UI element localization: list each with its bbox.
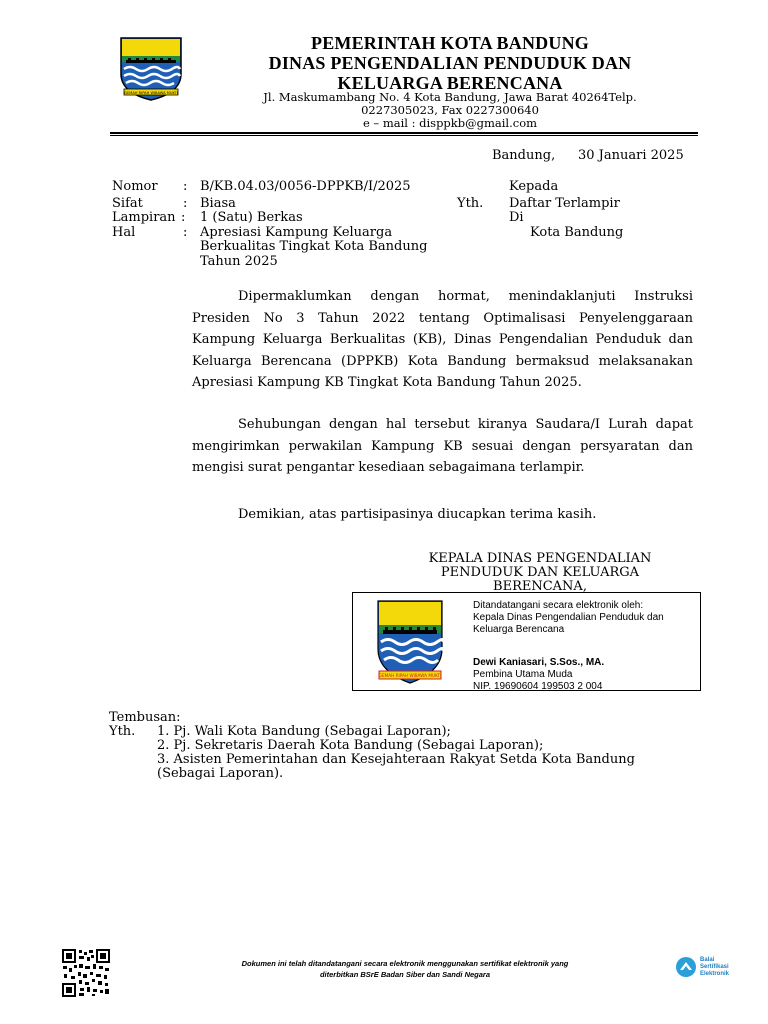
tembusan-label: Tembusan: <box>109 710 181 725</box>
footer-disclaimer-1: Dokumen ini telah ditandatangani secara elektronik menggunakan sertifikat elektronik yang <box>241 959 569 968</box>
signatory-nip: NIP. 19690604 199503 2 004 <box>473 681 603 692</box>
recipient-yth: Yth. <box>457 196 484 211</box>
lampiran-colon: : <box>181 210 186 225</box>
sifat-colon: : <box>183 196 188 211</box>
tembusan-item-2: 2. Pj. Sekretaris Daerah Kota Bandung (Sebagai Laporan); <box>157 738 544 753</box>
recipient-daftar: Daftar Terlampir <box>509 196 620 211</box>
nomor-value: B/KB.04.03/0056-DPPKB/I/2025 <box>200 179 411 194</box>
bsre-label: Balai Sertifikasi Elektronik <box>700 957 730 977</box>
signed-by-line-2: Kepala Dinas Pengendalian Penduduk dan <box>473 612 664 623</box>
tembusan-item-3: 3. Asisten Pemerintahan dan Kesejahteraan Rakyat Setda Kota Bandung <box>157 752 635 767</box>
recipient-kota: Kota Bandung <box>530 225 624 240</box>
agency-title-2: DINAS PENGENDALIAN PENDUDUK DAN <box>268 53 632 73</box>
qr-code <box>62 949 110 997</box>
signed-by-line-1: Ditandatangani secara elektronik oleh: <box>473 600 644 611</box>
tembusan-item-1: 1. Pj. Wali Kota Bandung (Sebagai Laporan); <box>157 724 451 739</box>
sifat-label: Sifat <box>112 196 143 211</box>
header-rule <box>110 132 698 134</box>
header-rule-thin <box>110 135 698 136</box>
hal-line-2: Berkualitas Tingkat Kota Bandung <box>200 239 428 254</box>
nomor-colon: : <box>183 179 188 194</box>
body-paragraph-1: Dipermaklumkan dengan hormat, menindaklanjuti Instruksi Presiden No 3 Tahun 2022 tentang Optimalisasi Penyelenggaraan Kampung Keluarga Berkualitas (KB), Dinas Pengendalian Penduduk dan Keluarga Berencana (DPPKB) Kota Bandung bermaksud melaksanakan Apresiasi Kampung KB Tingkat Kota Bandung Tahun 2025. <box>192 289 693 390</box>
signatory-name: Dewi Kaniasari, S.Sos., MA. <box>473 657 605 668</box>
sifat-value: Biasa <box>200 196 236 211</box>
signed-by-line-3: Keluarga Berencana <box>473 624 565 635</box>
recipient-kepada: Kepada <box>509 179 559 194</box>
svg-text:GEMAH RIPAH WIBAWA MUKTI: GEMAH RIPAH WIBAWA MUKTI <box>124 91 178 95</box>
city-logo <box>118 36 184 102</box>
nomor-label: Nomor <box>112 179 158 194</box>
signatory-title-1: KEPALA DINAS PENGENDALIAN <box>428 551 652 566</box>
hal-colon: : <box>183 225 188 240</box>
agency-title-3: KELUARGA BERENCANA <box>337 73 563 93</box>
bsre-logo-icon <box>675 956 697 978</box>
electronic-signature-box <box>352 592 701 691</box>
date-place: Bandung, <box>492 148 556 163</box>
hal-line-1: Apresiasi Kampung Keluarga <box>200 225 393 240</box>
tembusan-yth: Yth. <box>109 724 136 739</box>
signatory-rank: Pembina Utama Muda <box>473 669 573 680</box>
agency-title-1: PEMERINTAH KOTA BANDUNG <box>311 33 589 53</box>
address-line-2: 0227305023, Fax 0227300640 <box>361 103 539 117</box>
address-email: e – mail : disppkb@gmail.com <box>362 116 538 130</box>
body-paragraph-3: Demikian, atas partisipasinya diucapkan terima kasih. <box>238 507 597 522</box>
tembusan-item-3-cont: (Sebagai Laporan). <box>157 766 284 781</box>
body-paragraph-2: Sehubungan dengan hal tersebut kiranya Saudara/I Lurah dapat mengirimkan perwakilan Kampung KB sesuai dengan persyaratan dan mengisi surat pengantar kesediaan sebagaimana terlampir. <box>192 417 693 475</box>
hal-line-3: Tahun 2025 <box>200 254 278 269</box>
address-line-1: Jl. Maskumambang No. 4 Kota Bandung, Jawa Barat 40264Telp. <box>263 90 637 104</box>
date-value: 30 Januari 2025 <box>578 148 684 163</box>
recipient-di: Di <box>509 210 524 225</box>
signatory-title-3: BERENCANA, <box>493 579 587 594</box>
hal-label: Hal <box>112 225 136 240</box>
footer-disclaimer-2: diterbitkan BSrE Badan Siber dan Sandi Negara <box>319 970 491 979</box>
lampiran-label: Lampiran <box>112 210 176 225</box>
lampiran-value: 1 (Satu) Berkas <box>200 210 303 225</box>
signatory-title-2: PENDUDUK DAN KELUARGA <box>440 565 640 580</box>
signature-logo <box>375 599 445 685</box>
svg-text:GEMAH RIPAH WIBAWA MUKTI: GEMAH RIPAH WIBAWA MUKTI <box>378 673 442 678</box>
